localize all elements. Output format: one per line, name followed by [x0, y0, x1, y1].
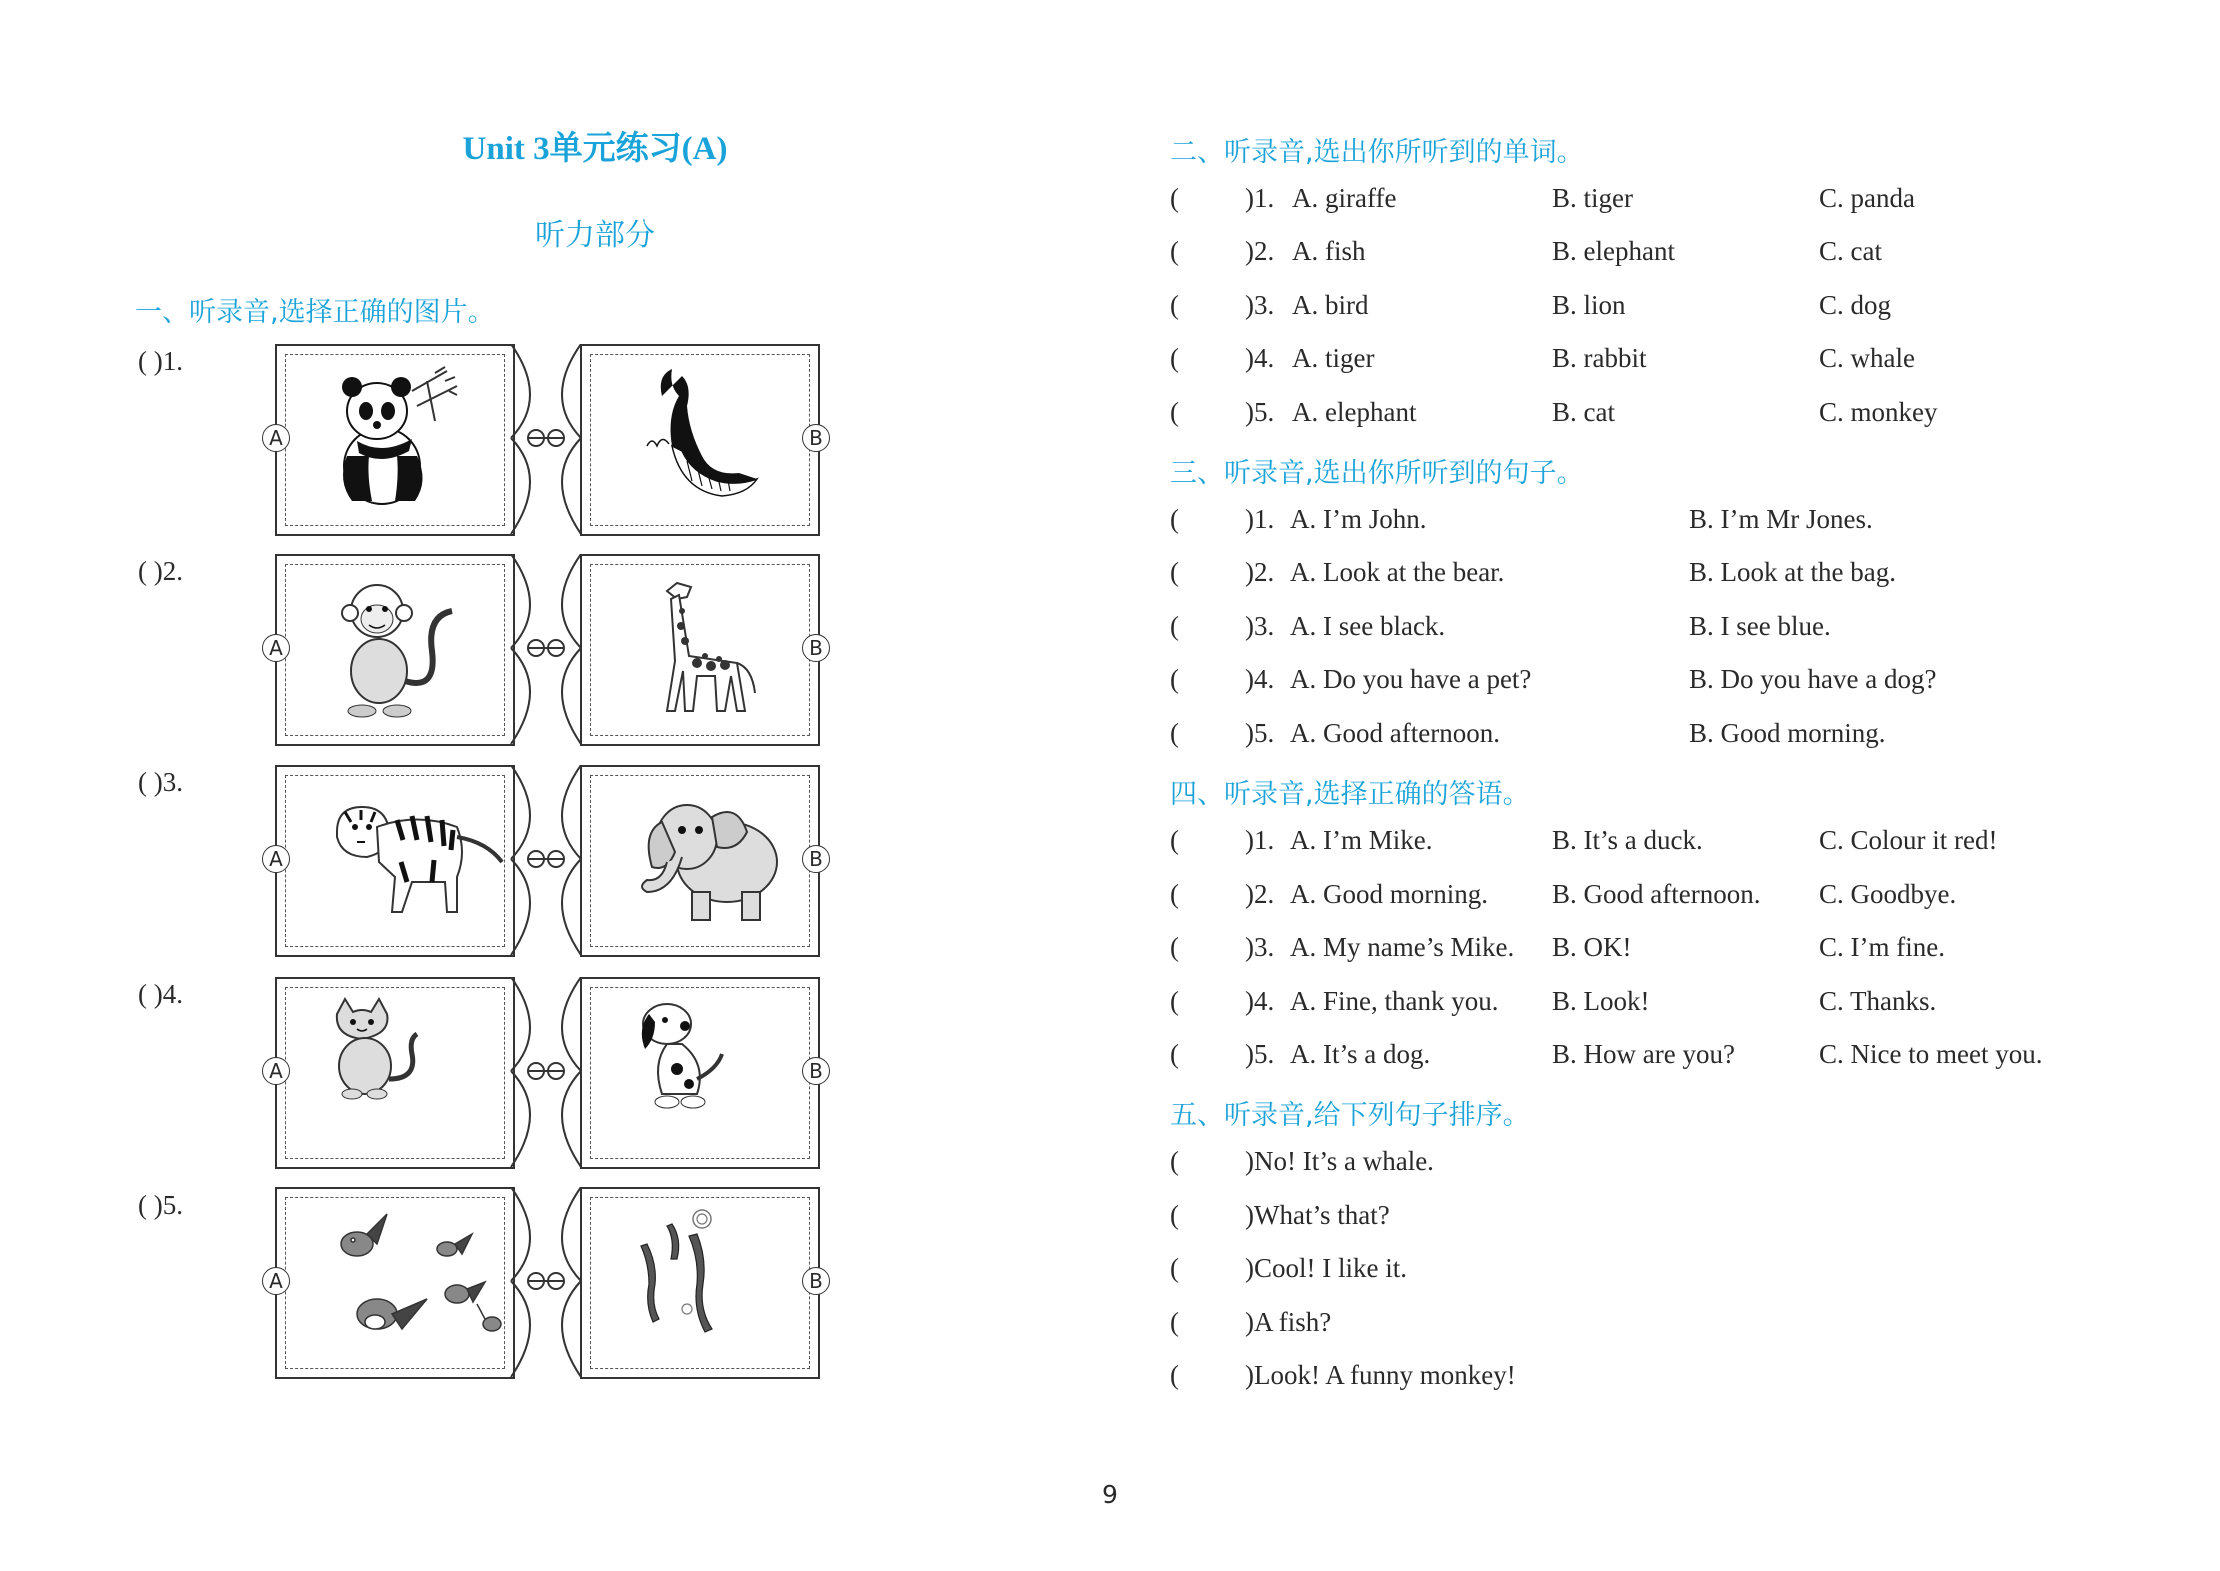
s5-item-3-answer-blank[interactable]: ( [1170, 1253, 1179, 1283]
hinge-connector [509, 977, 583, 1172]
s2-item-1-option-c: C. panda [1819, 183, 1915, 213]
s3-item-4-option-a: A. Do you have a pet? [1290, 664, 1532, 694]
s2-item-1-number: )1. [1245, 183, 1275, 213]
s4-item-4-number: )4. [1245, 986, 1275, 1016]
page-subtitle: 听力部分 [535, 218, 655, 253]
s2-item-5-option-b: B. cat [1552, 397, 1615, 427]
s2-item-4-answer-blank[interactable]: ( [1170, 343, 1179, 373]
s5-item-4-sentence: )A fish? [1245, 1307, 1332, 1337]
s3-item-3-number: )3. [1245, 611, 1275, 641]
s3-item-5-number: )5. [1245, 718, 1275, 748]
s4-item-3-number: )3. [1245, 932, 1275, 962]
s3-item-4-option-b: B. Do you have a dog? [1689, 664, 1937, 694]
tiger-icon [317, 782, 517, 937]
hinge-connector [509, 344, 583, 539]
panda-icon [317, 361, 467, 516]
s1-item-5-label[interactable]: ( )5. [138, 1190, 183, 1220]
s1-item-3-option-b[interactable] [580, 765, 820, 957]
s2-item-1-option-a: A. giraffe [1292, 183, 1397, 213]
s3-item-1-option-a: A. I’m John. [1290, 504, 1427, 534]
elephant-icon [627, 782, 797, 937]
s4-item-1-number: )1. [1245, 825, 1275, 855]
s5-item-1-answer-blank[interactable]: ( [1170, 1146, 1179, 1176]
s5-item-2-answer-blank[interactable]: ( [1170, 1200, 1179, 1230]
s4-item-5-option-b: B. How are you? [1552, 1039, 1735, 1069]
s1-item-3-option-a[interactable] [275, 765, 515, 957]
s3-item-1-number: )1. [1245, 504, 1275, 534]
s4-item-1-option-c: C. Colour it red! [1819, 825, 1998, 855]
s5-item-5-sentence: )Look! A funny monkey! [1245, 1360, 1516, 1390]
s2-item-1-option-b: B. tiger [1552, 183, 1633, 213]
s3-item-4-number: )4. [1245, 664, 1275, 694]
s2-item-2-option-c: C. cat [1819, 236, 1882, 266]
s5-item-1-sentence: )No! It’s a whale. [1245, 1146, 1434, 1176]
page-title: Unit 3单元练习(A) [462, 131, 728, 167]
s1-item-4-option-a[interactable] [275, 977, 515, 1169]
s4-item-4-option-c: C. Thanks. [1819, 986, 1937, 1016]
s3-item-3-option-b: B. I see blue. [1689, 611, 1831, 641]
s3-item-2-option-a: A. Look at the bear. [1290, 557, 1505, 587]
s2-item-4-number: )4. [1245, 343, 1275, 373]
s1-item-3-label[interactable]: ( )3. [138, 767, 183, 797]
s4-item-1-option-a: A. I’m Mike. [1290, 825, 1433, 855]
s2-item-1-answer-blank[interactable]: ( [1170, 183, 1179, 213]
s3-item-1-answer-blank[interactable]: ( [1170, 504, 1179, 534]
s2-item-4-option-b: B. rabbit [1552, 343, 1647, 373]
badge-b: B [802, 845, 830, 873]
badge-b: B [802, 1267, 830, 1295]
monkey-icon [317, 571, 467, 726]
s4-item-3-option-b: B. OK! [1552, 932, 1632, 962]
s2-item-2-option-a: A. fish [1292, 236, 1366, 266]
badge-a: A [262, 634, 290, 662]
s2-item-2-number: )2. [1245, 236, 1275, 266]
s5-item-4-answer-blank[interactable]: ( [1170, 1307, 1179, 1337]
section4-heading: 四、听录音,选择正确的答语。 [1170, 779, 1530, 810]
section5-heading: 五、听录音,给下列句子排序。 [1170, 1100, 1530, 1131]
fish-icon [627, 1204, 737, 1359]
s1-item-4-option-b[interactable] [580, 977, 820, 1169]
giraffe-icon [627, 571, 777, 736]
s3-item-3-answer-blank[interactable]: ( [1170, 611, 1179, 641]
s4-item-2-answer-blank[interactable]: ( [1170, 879, 1179, 909]
s4-item-5-option-c: C. Nice to meet you. [1819, 1039, 2043, 1069]
section2-heading: 二、听录音,选出你所听到的单词。 [1170, 137, 1584, 168]
s3-item-5-option-b: B. Good morning. [1689, 718, 1886, 748]
s4-item-5-answer-blank[interactable]: ( [1170, 1039, 1179, 1069]
s2-item-3-option-c: C. dog [1819, 290, 1892, 320]
s4-item-3-answer-blank[interactable]: ( [1170, 932, 1179, 962]
s3-item-2-option-b: B. Look at the bag. [1689, 557, 1896, 587]
s3-item-5-option-a: A. Good afternoon. [1290, 718, 1500, 748]
s2-item-4-option-a: A. tiger [1292, 343, 1375, 373]
s3-item-2-answer-blank[interactable]: ( [1170, 557, 1179, 587]
dog-icon [627, 994, 737, 1129]
s1-item-1-option-a[interactable] [275, 344, 515, 536]
s2-item-5-answer-blank[interactable]: ( [1170, 397, 1179, 427]
s2-item-3-option-b: B. lion [1552, 290, 1626, 320]
s4-item-4-option-b: B. Look! [1552, 986, 1650, 1016]
s4-item-3-option-a: A. My name’s Mike. [1290, 932, 1515, 962]
hinge-connector [509, 554, 583, 749]
birds-icon [317, 1204, 517, 1369]
s3-item-4-answer-blank[interactable]: ( [1170, 664, 1179, 694]
s1-item-1-option-b[interactable] [580, 344, 820, 536]
s3-item-5-answer-blank[interactable]: ( [1170, 718, 1179, 748]
s2-item-4-option-c: C. whale [1819, 343, 1915, 373]
s4-item-5-option-a: A. It’s a dog. [1290, 1039, 1431, 1069]
badge-a: A [262, 845, 290, 873]
badge-a: A [262, 1057, 290, 1085]
section1-heading: 一、听录音,选择正确的图片。 [135, 297, 495, 328]
s5-item-3-sentence: )Cool! I like it. [1245, 1253, 1407, 1283]
s2-item-2-answer-blank[interactable]: ( [1170, 236, 1179, 266]
s2-item-5-option-a: A. elephant [1292, 397, 1417, 427]
s1-item-2-option-b[interactable] [580, 554, 820, 746]
s2-item-2-option-b: B. elephant [1552, 236, 1675, 266]
s4-item-1-option-b: B. It’s a duck. [1552, 825, 1703, 855]
s1-item-4-label[interactable]: ( )4. [138, 979, 183, 1009]
s4-item-3-option-c: C. I’m fine. [1819, 932, 1945, 962]
s5-item-2-sentence: )What’s that? [1245, 1200, 1390, 1230]
s3-item-1-option-b: B. I’m Mr Jones. [1689, 504, 1873, 534]
s1-item-2-label[interactable]: ( )2. [138, 556, 183, 586]
s4-item-1-answer-blank[interactable]: ( [1170, 825, 1179, 855]
badge-a: A [262, 424, 290, 452]
s4-item-2-option-c: C. Goodbye. [1819, 879, 1957, 909]
s3-item-3-option-a: A. I see black. [1290, 611, 1446, 641]
s2-item-3-option-a: A. bird [1292, 290, 1369, 320]
s4-item-2-option-a: A. Good morning. [1290, 879, 1488, 909]
s4-item-5-number: )5. [1245, 1039, 1275, 1069]
s4-item-2-number: )2. [1245, 879, 1275, 909]
badge-b: B [802, 1057, 830, 1085]
badge-b: B [802, 634, 830, 662]
page-number: 9 [1102, 1480, 1118, 1509]
s3-item-2-number: )2. [1245, 557, 1275, 587]
badge-a: A [262, 1267, 290, 1295]
s1-item-1-label[interactable]: ( )1. [138, 346, 183, 376]
s4-item-2-option-b: B. Good afternoon. [1552, 879, 1761, 909]
cat-icon [317, 994, 427, 1109]
s4-item-4-option-a: A. Fine, thank you. [1290, 986, 1499, 1016]
s1-item-2-option-a[interactable] [275, 554, 515, 746]
s1-item-5-option-b[interactable] [580, 1187, 820, 1379]
s1-item-5-option-a[interactable] [275, 1187, 515, 1379]
s2-item-5-number: )5. [1245, 397, 1275, 427]
s4-item-4-answer-blank[interactable]: ( [1170, 986, 1179, 1016]
hinge-connector [509, 765, 583, 960]
s2-item-3-number: )3. [1245, 290, 1275, 320]
badge-b: B [802, 424, 830, 452]
whale-icon [627, 361, 777, 516]
s2-item-3-answer-blank[interactable]: ( [1170, 290, 1179, 320]
s2-item-5-option-c: C. monkey [1819, 397, 1938, 427]
s5-item-5-answer-blank[interactable]: ( [1170, 1360, 1179, 1390]
hinge-connector [509, 1187, 583, 1382]
section3-heading: 三、听录音,选出你所听到的句子。 [1170, 458, 1584, 489]
